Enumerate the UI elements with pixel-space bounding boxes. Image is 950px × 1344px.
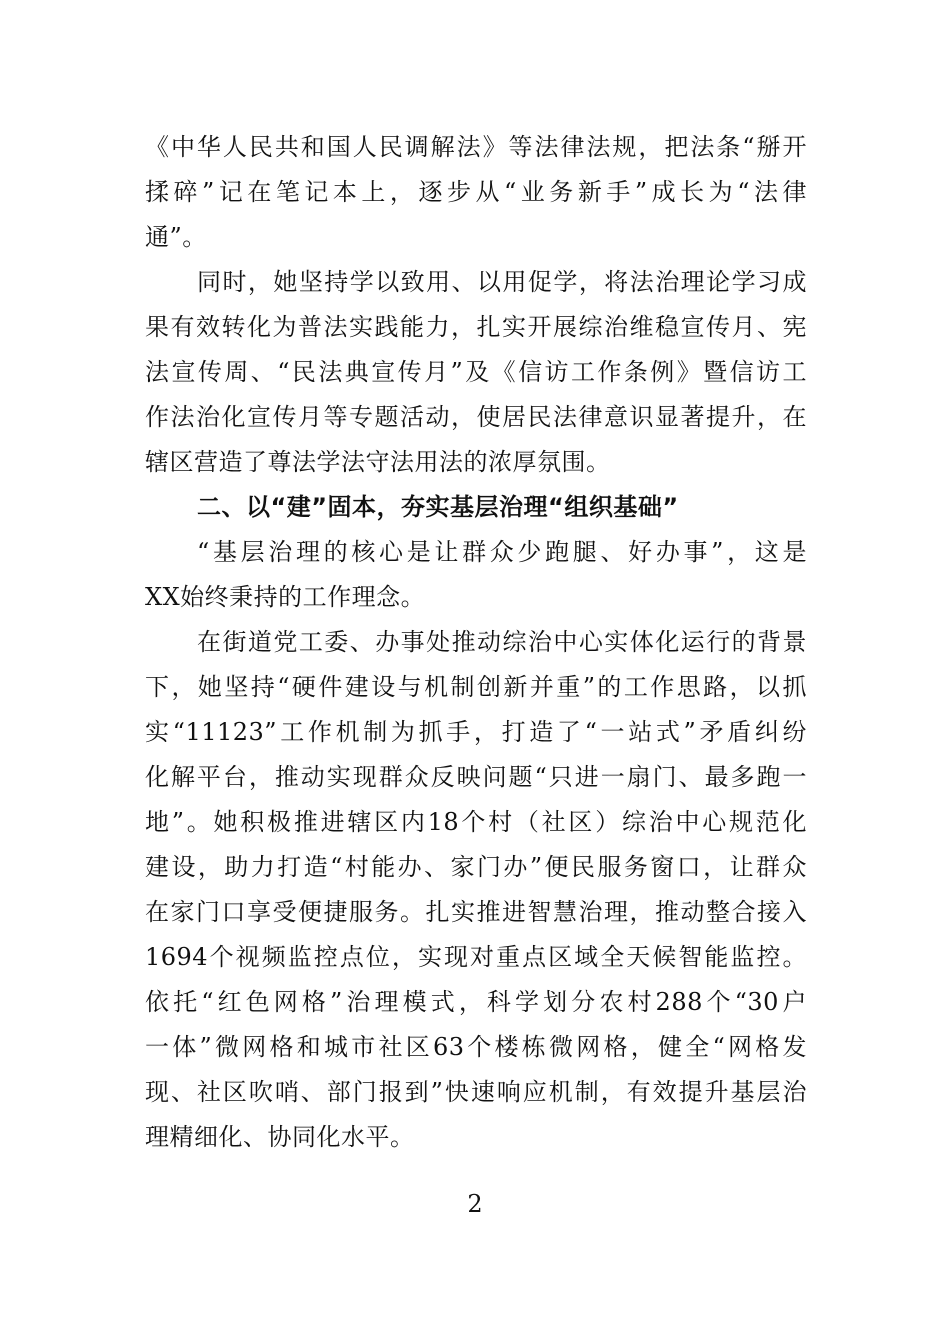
text-line: 现、社区吹哨、部门报到”快速响应机制，有效提升基层治 <box>145 1078 807 1106</box>
text-line: 同时，她坚持学以致用、以用促学，将法治理论学习成 <box>197 268 807 296</box>
text-line: 通”。 <box>145 223 207 251</box>
text-line: 建设，助力打造“村能办、家门办”便民服务窗口，让群众 <box>145 853 807 881</box>
text-line: 1694个视频监控点位，实现对重点区域全天候智能监控。 <box>145 943 807 971</box>
section-heading: 二、以“建”固本，夯实基层治理“组织基础” <box>197 493 679 521</box>
text-line: 下，她坚持“硬件建设与机制创新并重”的工作思路，以抓 <box>145 673 807 701</box>
text-line: 理精细化、协同化水平。 <box>145 1123 415 1151</box>
text-line: 一体”微网格和城市社区63个楼栋微网格，健全“网格发 <box>145 1033 807 1061</box>
page-number: 2 <box>467 1190 483 1218</box>
text-line: 辖区营造了尊法学法守法用法的浓厚氛围。 <box>145 448 611 476</box>
text-line: 果有效转化为普法实践能力，扎实开展综治维稳宣传月、宪 <box>145 313 807 341</box>
text-line: 实“11123”工作机制为抓手，打造了“一站式”矛盾纠纷 <box>145 718 807 746</box>
text-line: 揉碎”记在笔记本上，逐步从“业务新手”成长为“法律 <box>145 178 807 206</box>
text-line: 《中华人民共和国人民调解法》等法律法规，把法条“掰开 <box>145 133 807 161</box>
text-line: XX始终秉持的工作理念。 <box>145 583 426 611</box>
text-line: 作法治化宣传月等专题活动，使居民法律意识显著提升，在 <box>145 403 807 431</box>
text-line: 法宣传周、“民法典宣传月”及《信访工作条例》暨信访工 <box>145 358 807 386</box>
text-line: 依托“红色网格”治理模式，科学划分农村288个“30户 <box>145 988 807 1016</box>
text-line: 化解平台，推动实现群众反映问题“只进一扇门、最多跑一 <box>145 763 807 791</box>
text-line: 在街道党工委、办事处推动综治中心实体化运行的背景 <box>197 628 807 656</box>
text-line: 在家门口享受便捷服务。扎实推进智慧治理，推动整合接入 <box>145 898 807 926</box>
text-line: 地”。她积极推进辖区内18个村（社区）综治中心规范化 <box>145 808 807 836</box>
text-line: “基层治理的核心是让群众少跑腿、好办事”，这是 <box>197 538 807 566</box>
